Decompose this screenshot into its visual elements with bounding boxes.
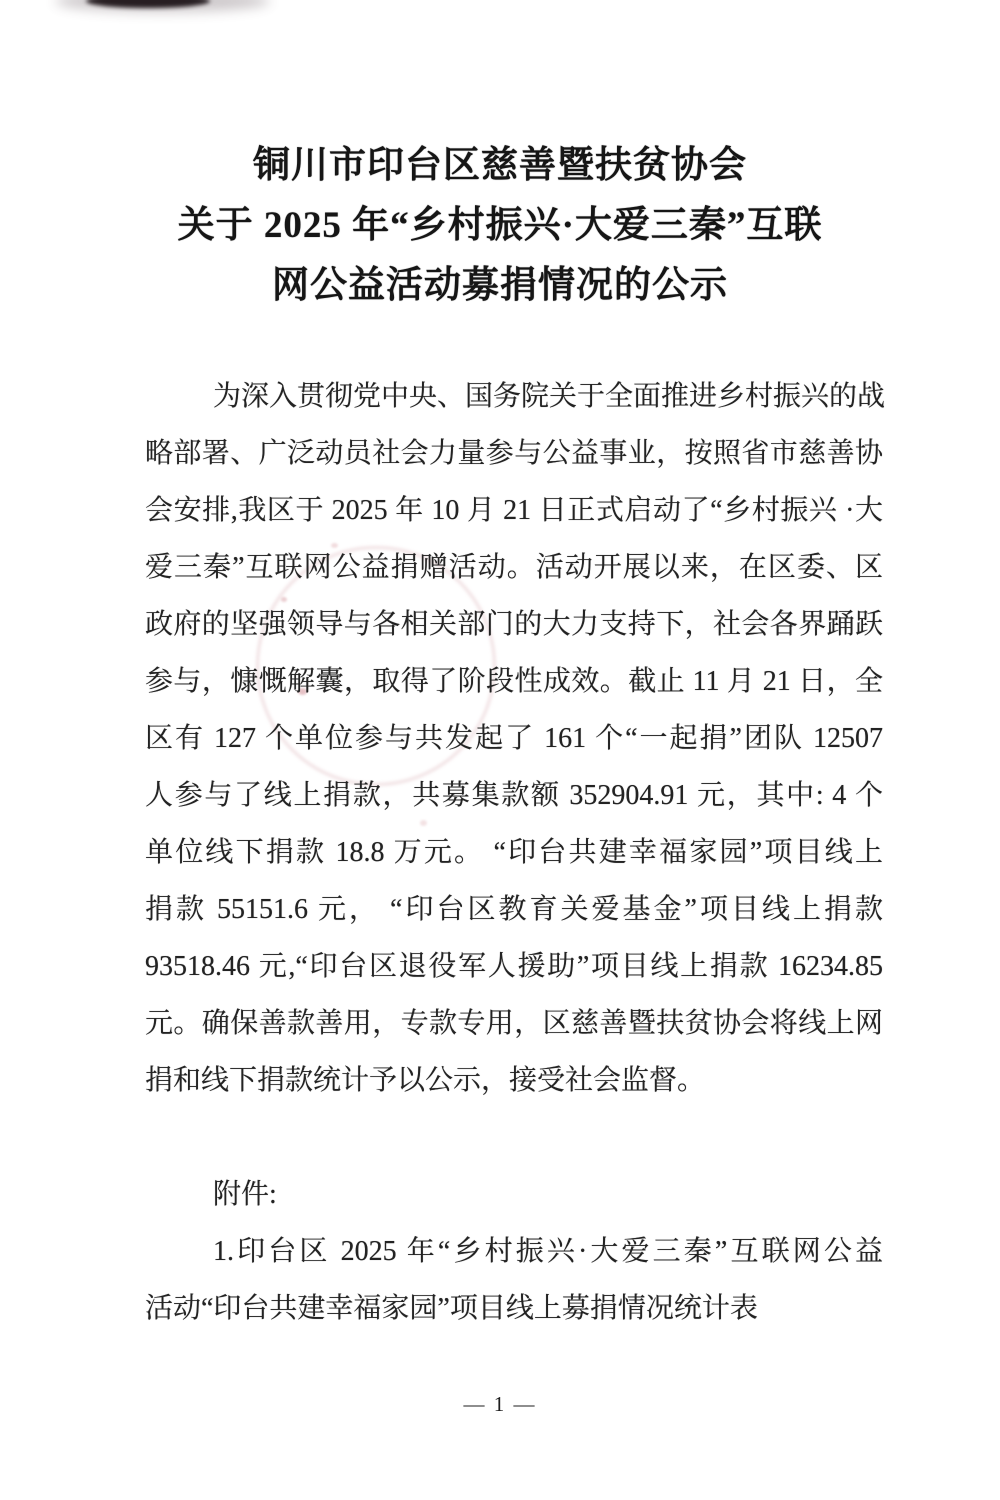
body-line: 政府的坚强领导与各相关部门的大力支持下，社会各界踊跃 [145, 609, 883, 640]
body-line: 会安排,我区于 2025 年 10 月 21 日正式启动了“乡村振兴 ·大 [145, 495, 883, 526]
title-line-3: 网公益活动募捐情况的公示 [272, 265, 728, 306]
body-line: 略部署、广泛动员社会力量参与公益事业，按照省市慈善协 [145, 438, 883, 469]
body-line: 93518.46 元,“印台区退役军人援助”项目线上捐款 16234.85 [145, 951, 883, 982]
body-line: 捐款 55151.6 元， “印台区教育关爱基金”项目线上捐款 [145, 894, 883, 925]
document-title [0, 136, 1000, 316]
body-line: 单位线下捐款 18.8 万元。 “印台共建幸福家园”项目线上 [145, 837, 883, 868]
body-line: 元。确保善款善用，专款专用，区慈善暨扶贫协会将线上网 [145, 1008, 883, 1039]
document-body [145, 368, 886, 1109]
attachment-line: 活动“印台共建幸福家园”项目线上募捐情况统计表 [145, 1293, 758, 1324]
attachment-heading: 附件: [213, 1179, 277, 1210]
attachment-line: 1.印台区 2025 年“乡村振兴·大爱三秦”互联网公益 [213, 1236, 883, 1267]
title-line-2: 关于 2025 年“乡村振兴·大爱三秦”互联 [177, 205, 823, 246]
attachment-section [145, 1166, 883, 1337]
title-line-1: 铜川市印台区慈善暨扶贫协会 [253, 145, 747, 186]
body-line: 区有 127 个单位参与共发起了 161 个“一起捐”团队 12507 [145, 723, 883, 754]
body-line: 参与，慷慨解囊，取得了阶段性成效。截止 11 月 21 日，全 [145, 666, 883, 697]
page-number: — 1 — [463, 1392, 537, 1416]
body-line: 捐和线下捐款统计予以公示，接受社会监督。 [145, 1065, 706, 1096]
body-line: 爱三秦”互联网公益捐赠活动。活动开展以来，在区委、区 [145, 552, 883, 583]
body-line: 人参与了线上捐款，共募集款额 352904.91 元，其中: 4 个 [145, 780, 883, 811]
body-line: 为深入贯彻党中央、国务院关于全面推进乡村振兴的战 [213, 381, 886, 412]
